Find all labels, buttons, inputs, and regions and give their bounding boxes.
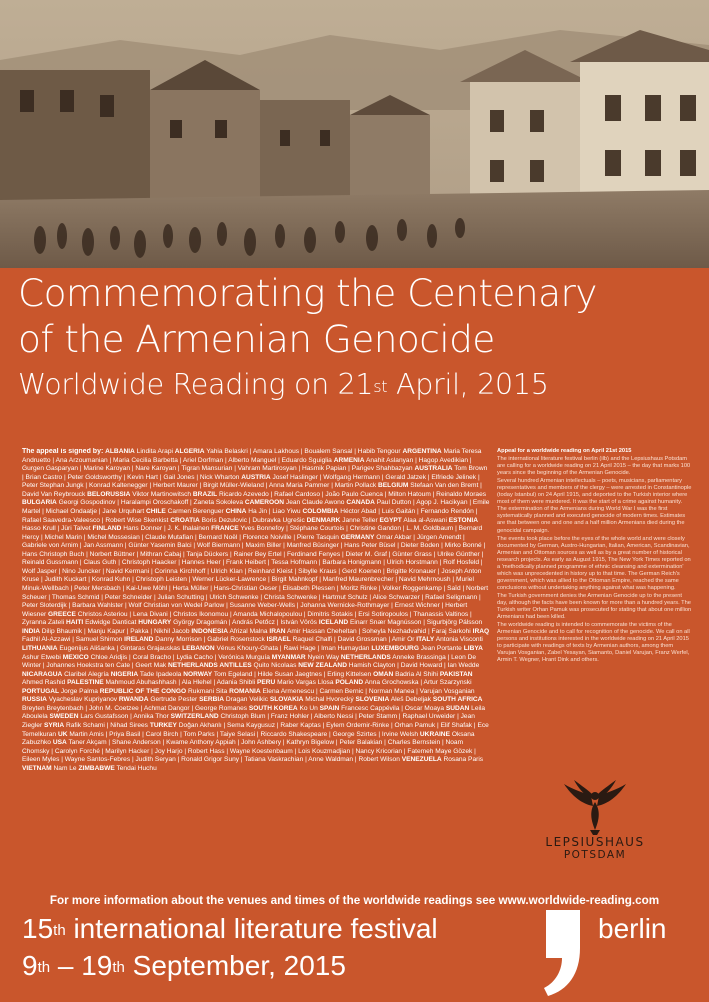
appeal-paragraph: The worldwide reading is intended to commemorate the victims of the Armenian Genocide and to call for recognition of the genocide. We call on all persons and institutions interested in the worldwide reading on 21 April 2015 to participate with readings of texts by Armenian authors, among them Varujan Vosganian, Zabel Yesayan, Siamanto, Daniel Varujan, Franz Werfel, Armin T. Wegner, Hrant Dink and others. [497, 622, 690, 664]
signatory-country: NIGERIA [110, 670, 139, 678]
signatory-country: CHILE [146, 507, 166, 515]
signatory-country: UK [57, 730, 68, 738]
signatory-names: Hans Donner | J. K. Ihalainen [123, 525, 210, 533]
signatory-names: Breyten Breytenbach | John M. Coetzee | Achmat Dangor | George Romanes [22, 704, 248, 712]
signatory-names: Ko Un [299, 704, 318, 712]
signatory-country: ISRAEL [266, 636, 291, 644]
signatory-country: AUSTRIA [241, 473, 271, 481]
signatory-country: VENEZUELA [401, 756, 442, 764]
signatory-names: Viktor Martinowitsch [132, 490, 192, 498]
festival-comma-icon [540, 908, 584, 998]
signatory-names: Dragan Velikic [225, 696, 268, 704]
signatory-country: NORWAY [183, 670, 213, 678]
signatory-country: INDONESIA [191, 627, 228, 635]
signatory-names: Amir Hassan Cheheltan | Soheyla Nezhadvahid | Faraj Sarkohi [287, 627, 471, 635]
date-start: 9 [22, 950, 38, 981]
signatory-country: LUXEMBOURG [371, 644, 419, 652]
signatory-names: Francesc Cappévila | Oscar Moaya [341, 704, 445, 712]
appeal-paragraph: The international literature festival berlin (ilb) and the Lepsiushaus Potsdam are calling for a worldwide reading on 21 April 2015 – the day that marks 100 years since the beginning of the Armenian Genocide. [497, 456, 691, 477]
signatory-country: LEBANON [182, 644, 215, 652]
signatory-names: Yves Bonnefoy | Stéphane Courtois | Christine Gandon | L. M. Goldbaum | Bernard Hercy | Michel Marin | Michel Mossesian | Claude Mutafian | Bernard Noël | Florence Noiville | Pierre Tasquin [22, 525, 483, 541]
signatory-names: Edwidge Danticat [85, 619, 137, 627]
historical-photo [0, 0, 709, 268]
signatory-country: FRANCE [211, 525, 239, 533]
signatory-names: Tendai Huchu [116, 764, 157, 772]
signatory-country: CHINA [225, 507, 247, 515]
signatory-country: SOUTH AFRICA [432, 696, 483, 704]
signatory-country: MYANMAR [271, 653, 306, 661]
signatory-country: RWANDA [118, 696, 149, 704]
signatory-names: Rukmani Sita [188, 687, 228, 695]
signatory-names: Lindita Arapi [136, 448, 173, 455]
signatory-country: SUDAN [445, 704, 470, 712]
signatory-names: György Dragomán | András Petőcz | István Vörös [173, 619, 317, 627]
signatory-names: Ha Jin | Liao Yiwu [248, 507, 301, 515]
appeal-text [497, 448, 693, 768]
signatory-names: Einarr Snær Magnússon | Sigurbjörg Pálsson [349, 619, 483, 627]
festival-ordinal: 15 [22, 913, 54, 944]
signatory-names: Tom Brown | Brian Castro | Peter Goldsworthy | Kevin Hart | Gail Jones | Nick Wharton [22, 465, 488, 481]
date-start-sup: th [37, 959, 51, 976]
signatory-country: SWITZERLAND [170, 713, 219, 721]
signatory-country: BELORUSSIA [87, 490, 131, 498]
signatory-country: HAITI [66, 619, 84, 627]
signatories-body [22, 448, 489, 772]
signatory-names: Raquel Chalfi | David Grossman | Amir Or [292, 636, 415, 644]
signatory-country: SWEDEN [49, 713, 79, 721]
signatory-country: PORTUGAL [22, 687, 59, 695]
signatory-names: Jean Claude Awono [285, 499, 345, 507]
signatory-country: UKRAINE [419, 730, 450, 738]
signatory-names: Dilip Bhaumik | Manju Kapur | Pakka | Nikhil Jacob [41, 627, 190, 635]
festival-block [22, 912, 438, 984]
subtitle-main: Worldwide Reading on 21 [18, 368, 374, 401]
signatory-names: Taner Akçam | Shane Anderson | Kwame Anthony Appiah | John Ashbery | Kathryn Bigelow | Peter Balakian | Charles Bernstein | Noam Chomsky | Carolyn Forché | Marilyn Hacker | Joy Harjo | Robert Hass | Wayne Koestenbaum | Lois Kouzmadjian | Nancy Kricorian | Fatemeh Maye Gözek | Eileen Myles | Wayne Santos-Febres | Judith Seryan | Ronald Grigor Suny | Tatiana Vaskrachian | Anne Waldman | Robert Wilson [22, 739, 476, 764]
signatory-names: Rosana Paris [443, 756, 484, 764]
phoenix-icon [560, 778, 630, 836]
signatory-names: Christos Asteriou | Lena Divani | Christos Ikonomou | Amanda Michalopoulou | Dimitris Sotakis | Ersi Sotiropoulos | Thanassis Valtinos | Zyranna Zateli [22, 610, 472, 627]
signatory-names: Ricardo Azevedo | Rafael Cardoso | João Paulo Cuenca | Milton Hatoum | Reinaldo Moraes [218, 490, 487, 498]
signatory-country: RUSSIA [22, 696, 47, 704]
signatory-country: USA [52, 739, 67, 747]
signatory-names: Christoph Blum | Franz Hohler | Alberto Nessi | Peter Stamm | Raphael Urweider | Jean Ziegler [22, 713, 475, 729]
festival-city: berlin [598, 913, 667, 944]
signatory-country: NETHERLANDS ANTILLES [168, 662, 252, 670]
signatory-country: SLOVAKIA [269, 696, 304, 704]
signatory-names: Claribel Alegría [64, 670, 109, 678]
signatory-country: ALBANIA [105, 448, 135, 455]
signatory-country: TURKEY [149, 722, 177, 729]
signatory-country: SOUTH KOREA [248, 704, 298, 712]
signatory-names: Lars Gustafsson | Annika Thor [80, 713, 169, 721]
festival-title: international literature festival [65, 913, 438, 944]
signatory-country: IRELAND [124, 636, 154, 644]
signatory-names: Omar Akbar | Jürgen Amendt | Gabriele von Arnim | Jan Assmann | Günter Yasemin Balci | Wolf Biermann | Maxim Biller | Manfred Büsinger | Hans Peter Büsel | Dieter Boden | Mirko Bonné | Hans Christoph Buch | Norbert Büttner | Mithran Cabaj | Tanja Dückers | Rainer Bey Ertel | Ferdinand Fenyes | Dieter M. Graf | Günter Grass | Ulrike Günther | Reinald Gussmann | Claus Guth | Christoph Haacker | Hannes Heer | Frank Heibert | Tessa Hofmann | Barbara Honigmann | Ulrich Horstmann | Rolf Hosfeld | Wolf Jasper | Nino Juncker | Navid Kermani | Corinna Kirchhoff | Ulrich Klan | Reinhard Kleist | Sibylle Kraus | Gerd Koenen | Brigitte Kronauer | Joseph Anton Kruse | Judith Kuckart | Konrad Kuhn | Christoph Leisten | Werner Lücker-Lawrence | Birgit Mahnkopf | Manfred Maurenbrecher | Navid Mehrnoush | Muriel Minuk-Wellbach | Peter Mersbach | Kai-Uwe Möhl | Herta Müller | Hans-Christian Oeser | Elisabeth Plessen | Moritz Rinke | Volker Roggenkamp | Saïd | Norbert Scheuer | Thomas Schmid | Peter Schneider | Julian Schutting | Ulrich Schwenke | Christa Schwenke | Hartmut Schulz | Alice Schwarzer | Rafael Seligmann | Peter Sloterdijk | Barbara Wahlster | Wolf Christian von Wedel Parlow | Susanne Weber-Wells | Johanna Wernicke-Rothmayer | Ernest Wichner | Herbert Wiesner [22, 533, 489, 618]
festival-dates [22, 948, 438, 984]
signatory-names: Anneke Brassinga | Leon De Winter | Johannes Hoekstra ten Cate | Geert Mak [22, 653, 477, 670]
signatory-names: Eugenijus Ališanka | Gintaras Grajauskas [59, 644, 181, 652]
signatory-names: Doğan Akhanlı | Sema Kaygusuz | Raber Kaptas | Eylem Ordemir-Rinke | Orhan Pamuk | Elif Shafak | Ece Temelkuran [22, 722, 489, 738]
signatory-country: REPUBLIC OF THE CONGO [99, 687, 187, 695]
date-separator: – [50, 950, 82, 981]
signatory-names: Fadhil Al-Azzawi | Samuel Shimon [22, 636, 123, 644]
date-rest: September, 2015 [124, 950, 346, 981]
signatory-names: Mahmoud Abuhashhash | Ala Hlehel | Adania Shibli [105, 679, 256, 687]
signatory-country: INDIA [22, 627, 40, 635]
signatory-country: ARGENTINA [402, 448, 442, 455]
signatory-country: AUSTRALIA [414, 465, 453, 473]
signatory-country: LITHUANIA [22, 644, 58, 652]
signatory-country: CROATIA [170, 516, 200, 524]
signatory-names: Afrizal Malna [229, 627, 268, 635]
signatory-country: ALGERIA [174, 448, 205, 455]
signatory-names: Nyein Way [307, 653, 340, 661]
signatory-country: NETHERLANDS [340, 653, 391, 661]
appeal-heading: Appeal for a worldwide reading on April 21st 2015 [497, 448, 632, 454]
title-line-1: Commemorating the Centenary [18, 271, 597, 315]
signatory-names: Nam Le [53, 764, 77, 772]
signatory-names: Héctor Abad | Luis Gaitán | Fernando Rendón | Rafael Saavedra-Valeesco | Robert Wise Skenkist [22, 507, 478, 524]
subtitle-rest: April, 2015 [387, 368, 549, 401]
festival-ordinal-sup: th [53, 922, 66, 939]
signatory-names: Georgi Gospodinov | Haralampi Oroschakoff | Zaneta Sokoleva [58, 499, 244, 507]
signatory-names: Yahia Belaskri | Amara Lakhous | Boualem Sansal | Habib Tengour [206, 448, 401, 455]
signatory-names: Jean Portante [420, 644, 462, 652]
signatory-names: Carmen Berenguer [167, 507, 224, 515]
signatory-country: SYRIA [44, 722, 65, 729]
signatory-country: FINLAND [92, 525, 122, 533]
signatory-names: Chloe Aridjis | Coral Bracho | Lydia Cacho | Verónica Murguía [90, 653, 270, 661]
festival-name [22, 912, 438, 946]
signatory-names: Anna Grochowska | Artur Szarzynski [364, 679, 472, 687]
signatory-country: ZIMBABWE [78, 764, 115, 772]
signatory-country: IRAQ [472, 627, 490, 635]
signatory-country: GREECE [48, 610, 76, 618]
signatory-names: Vyacheslav Kupriyanov [48, 696, 118, 704]
signatory-country: SPAIN [319, 704, 340, 712]
signatory-country: HUNGARY [138, 619, 172, 627]
signatory-names: Martin Amis | Priya Basil | Carol Birch | Tom Parks | Taiye Selasi | Riccardo Shakespeare | George Szirtes | Irvine Welsh [69, 730, 419, 738]
signatory-country: IRAN [269, 627, 286, 635]
logo-line-2: POTSDAM [563, 849, 627, 861]
signatory-names: Mario Vargas Llosa [277, 679, 334, 687]
signatory-country: EGYPT [379, 516, 402, 524]
signatory-names: Tade Ipadeola [139, 670, 182, 678]
signatories-list [22, 448, 490, 874]
lepsiushaus-logo [530, 778, 660, 870]
signatory-country: CAMEROON [244, 499, 285, 507]
subtitle [18, 366, 698, 404]
signatory-names: Josef Haslinger | Wolfgang Hermann | Gerald Jatzek | Elfriede Jelinek | Peter Stephan Jungk | Konrad Kaltenegger | Herbert Maurer | Birgit Müller-Wieland | Anna Maria Pammer | Martin Pollack [22, 473, 480, 490]
info-line: For more information about the venues and times of the worldwide readings see www.worldwide-reading.com [49, 894, 660, 907]
headline [18, 270, 698, 404]
signatory-country: POLAND [335, 679, 364, 687]
signatory-country: DENMARK [306, 516, 341, 524]
signatory-names: Ahmed Rashid [22, 679, 66, 687]
signatory-names: Jorge Palma [60, 687, 98, 695]
signatory-country: COLOMBIA [302, 507, 339, 515]
signatory-names: Badria Al Shihi [395, 670, 438, 678]
appeal-paragraph: The Turkish government denies the Armenian Genocide up to the present day, although the facts have been known for more than a hundred years. The Turkish writer Orhan Pamuk was prosecuted for stating that about one million Armenians had been killed. [497, 592, 692, 621]
signatory-names: Maria Teresa Andruetto | Ana Arzoumanian | Maria Cecilia Barbetta | Ariel Dorfman | Alberto Manguel | Eduardo Sguiglia [22, 448, 482, 464]
signatory-country: PALESTINE [67, 679, 104, 687]
signatory-names: Anahit Aslanyan | Hagop Avedikian | Gurgen Gasparyan | Marine Karoyan | Nare Karoyan | Tigran Mansurian | Vahram Martirosyan | Hasmik Papian | Parigev Shahbazyan [22, 456, 472, 473]
signatory-names: Hasso Krull | Jüri Talvet [22, 525, 91, 533]
signatory-names: Oksana Zabuzhko [22, 730, 475, 747]
signatories-heading: The appeal is signed by: [22, 448, 104, 455]
appeal-paragraph: The events took place before the eyes of the whole world and were closely documented by German, Austro-Hungarian, Italian, American, Scandinavian, Armenian and Ottoman sources as well as by a great number of historical research projects. As early as August 1915, The New York Times reported on a 'methodically planned programme of ethnic cleansing and extermination' which was unprecedented in history up to that time. The German Reich's government, which was allied to the Ottoman Empire, reached the same conclusions without undertaking anything against what was happening. [497, 535, 691, 591]
signatory-country: ARMENIA [333, 456, 365, 464]
signatory-country: BRAZIL [192, 490, 218, 498]
signatory-country: OMAN [373, 670, 394, 678]
signatory-country: VIETNAM [22, 764, 52, 772]
signatory-country: ESTONIA [448, 516, 478, 524]
signatory-names: Boris Dezulovic | Dubravka Ugrešic [201, 516, 305, 524]
signatory-names: Ashur Etwebi [22, 653, 61, 661]
subtitle-ordinal: st [373, 377, 388, 396]
signatory-country: MEXICO [62, 653, 89, 661]
signatory-country: CANADA [346, 499, 375, 507]
signatory-names: Elena Armenescu | Carmen Bernic | Norman Manea | Varujan Vosganian [262, 687, 475, 695]
signatory-country: GERMANY [340, 533, 375, 541]
signatory-names: Aleš Debeljak [390, 696, 432, 704]
signatory-names: Michal Hvorecký [305, 696, 354, 704]
signatory-country: ITALY [416, 636, 435, 644]
signatory-names: Hamish Clayton | David Howard | Ian Wedde [348, 662, 480, 670]
signatory-names: Quito Nicolaas [253, 662, 297, 670]
signatory-names: Gertrude Pester [150, 696, 198, 704]
signatory-country: BELGIUM [378, 482, 409, 490]
signatory-country: BULGARIA [22, 499, 57, 507]
appeal-paragraph: Several hundred Armenian intellectuals – poets, musicians, parliamentary representatives and members of the clergy – were arrested in Constantinople (today Istanbul) on 24 April 1915, and deported to the Turkish interior where most of them were murdered. It was the start of a crime against humanity. The extermination of the Armenians during World War I was the first systematically planned and executed genocide of modern times. Estimates are that between one and one and a half million Armenians died during the genocidal campaign. [497, 478, 692, 534]
signatory-names: Stefaan Van den Bremt | David Van Reybrouck [22, 482, 482, 498]
photo-illustration [0, 0, 709, 268]
signatory-names: Rafik Schami | Nihad Sirees [66, 722, 148, 729]
signatory-names: Leila Aboulela [22, 704, 486, 721]
title-line-2: of the Armenian Genocide [18, 317, 495, 361]
signatory-names: Alaa al-Aswani [403, 516, 447, 524]
signatory-country: LIBYA [463, 644, 483, 652]
date-end-sup: th [112, 959, 125, 976]
signatory-names: Vénus Khoury-Ghata | Rawi Hage | Iman Humaydan [216, 644, 370, 652]
signatory-country: PERU [257, 679, 276, 687]
signatory-country: SERBIA [199, 696, 224, 704]
date-end: 19 [81, 950, 113, 981]
signatory-country: NICARAGUA [22, 670, 63, 678]
signatory-country: ICELAND [318, 619, 349, 627]
signatory-country: ROMANIA [229, 687, 261, 695]
signatory-country: NEW ZEALAND [298, 662, 347, 670]
signatory-country: PAKISTAN [439, 670, 473, 678]
signatory-names: Danny Morrison | Gabriel Rosenstock [155, 636, 265, 644]
signatory-names: Tom Egeland | Hilde Susan Jaegtnes | Erling Kittelsen [213, 670, 372, 678]
signatory-names: Janne Teller [342, 516, 378, 524]
signatory-names: Paul Dutton | Agop J. Hacikyan | Emile Martel | Michael Ondaatje | Jane Urquhart [22, 499, 490, 515]
signatory-country: SLOVENIA [355, 696, 390, 704]
signatory-names: Antonia Visconti [435, 636, 483, 644]
logo-line-1: LEPSIUSHAUS [545, 835, 645, 849]
